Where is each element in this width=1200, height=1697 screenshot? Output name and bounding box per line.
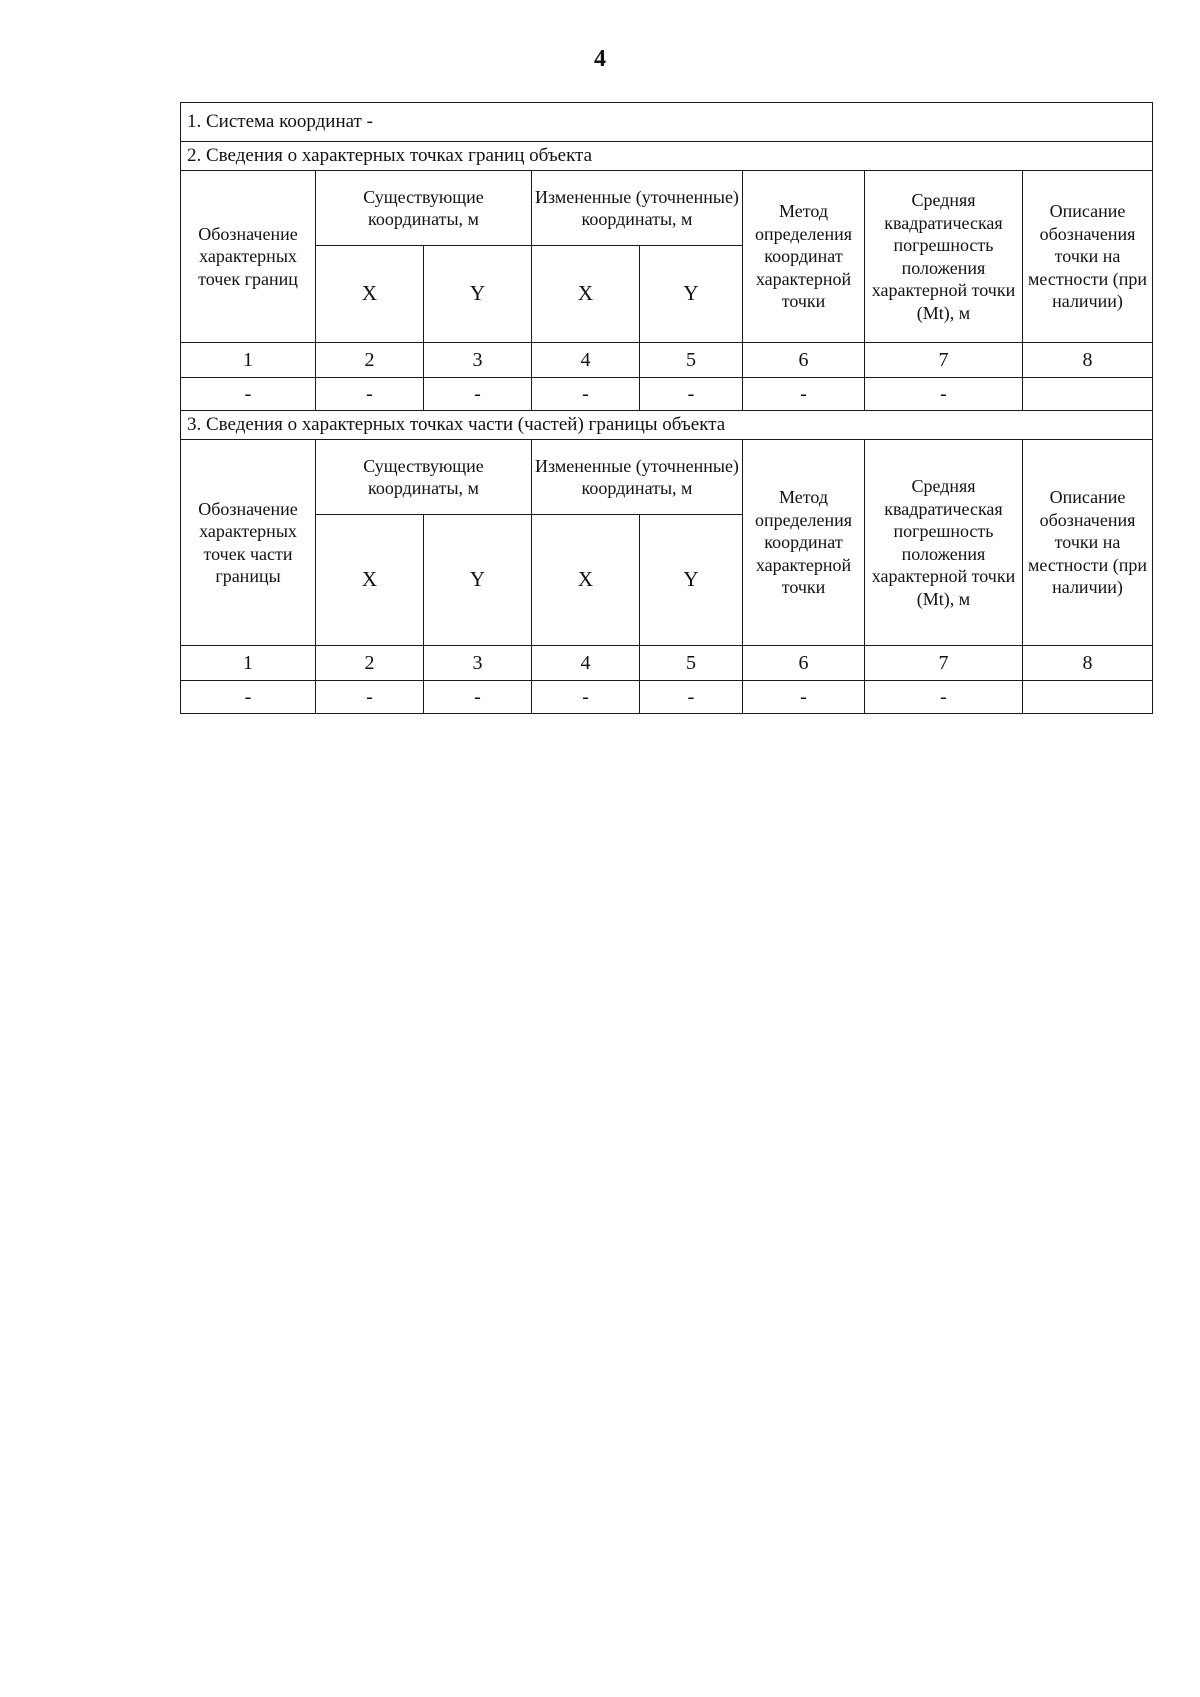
s2-cell: - xyxy=(181,378,316,411)
s2-header-x-existing: X xyxy=(316,246,424,343)
s2-cell: - xyxy=(743,378,865,411)
s3-column-numbers-row xyxy=(181,646,1153,681)
s2-col-number: 7 xyxy=(865,343,1023,378)
s3-header-error: Средняя квадратическая погрешность положения характерной точки (Mt), м xyxy=(865,440,1023,646)
s3-cell: - xyxy=(316,681,424,714)
s2-column-numbers-row xyxy=(181,343,1153,378)
s3-header-changed: Измененные (уточненные) координаты, м xyxy=(532,440,743,515)
s2-header-changed: Измененные (уточненные) координаты, м xyxy=(532,171,743,246)
section3-header-row xyxy=(181,440,1153,515)
section2-title-row xyxy=(181,142,1153,171)
s3-cell: - xyxy=(181,681,316,714)
s2-col-number: 2 xyxy=(316,343,424,378)
section2-title: 2. Сведения о характерных точках границ объекта xyxy=(181,142,1153,171)
s3-col-number: 5 xyxy=(640,646,743,681)
boundary-points-table xyxy=(180,102,1153,714)
s2-col-number: 1 xyxy=(181,343,316,378)
s2-header-y-existing: Y xyxy=(424,246,532,343)
s3-col-number: 7 xyxy=(865,646,1023,681)
s2-header-method: Метод определения координат характерной точки xyxy=(743,171,865,343)
s2-col-number: 3 xyxy=(424,343,532,378)
s3-col-number: 2 xyxy=(316,646,424,681)
s2-data-row xyxy=(181,378,1153,411)
s3-cell: - xyxy=(743,681,865,714)
s3-col-number: 4 xyxy=(532,646,640,681)
section1-row xyxy=(181,103,1153,142)
s3-cell: - xyxy=(424,681,532,714)
s3-header-y-existing: Y xyxy=(424,515,532,646)
s2-col-number: 8 xyxy=(1023,343,1153,378)
s3-data-row xyxy=(181,681,1153,714)
s2-cell: - xyxy=(640,378,743,411)
s2-cell: - xyxy=(532,378,640,411)
s3-header-x-changed: X xyxy=(532,515,640,646)
s3-header-designation: Обозначение характерных точек части границы xyxy=(181,440,316,646)
s3-cell: - xyxy=(865,681,1023,714)
s2-header-designation: Обозначение характерных точек границ xyxy=(181,171,316,343)
s2-header-y-changed: Y xyxy=(640,246,743,343)
s2-header-error: Средняя квадратическая погрешность положения характерной точки (Mt), м xyxy=(865,171,1023,343)
s2-header-existing: Существующие координаты, м xyxy=(316,171,532,246)
coordinate-system-title: 1. Система координат - xyxy=(181,103,1153,142)
section3-title-row xyxy=(181,411,1153,440)
s2-cell xyxy=(1023,378,1153,411)
s2-cell: - xyxy=(865,378,1023,411)
s3-cell: - xyxy=(640,681,743,714)
s2-header-description: Описание обозначения точки на местности (при наличии) xyxy=(1023,171,1153,343)
s2-cell: - xyxy=(424,378,532,411)
s3-header-description: Описание обозначения точки на местности (при наличии) xyxy=(1023,440,1153,646)
s3-header-x-existing: X xyxy=(316,515,424,646)
s3-col-number: 8 xyxy=(1023,646,1153,681)
s3-header-existing: Существующие координаты, м xyxy=(316,440,532,515)
s2-col-number: 6 xyxy=(743,343,865,378)
section3-title: 3. Сведения о характерных точках части (частей) границы объекта xyxy=(181,411,1153,440)
s3-col-number: 6 xyxy=(743,646,865,681)
s3-cell xyxy=(1023,681,1153,714)
s3-header-y-changed: Y xyxy=(640,515,743,646)
s2-col-number: 5 xyxy=(640,343,743,378)
s3-header-method: Метод определения координат характерной точки xyxy=(743,440,865,646)
s2-col-number: 4 xyxy=(532,343,640,378)
s2-header-x-changed: X xyxy=(532,246,640,343)
s3-col-number: 3 xyxy=(424,646,532,681)
page-number: 4 xyxy=(594,46,606,72)
s3-col-number: 1 xyxy=(181,646,316,681)
s3-cell: - xyxy=(532,681,640,714)
section2-header-row xyxy=(181,171,1153,246)
s2-cell: - xyxy=(316,378,424,411)
